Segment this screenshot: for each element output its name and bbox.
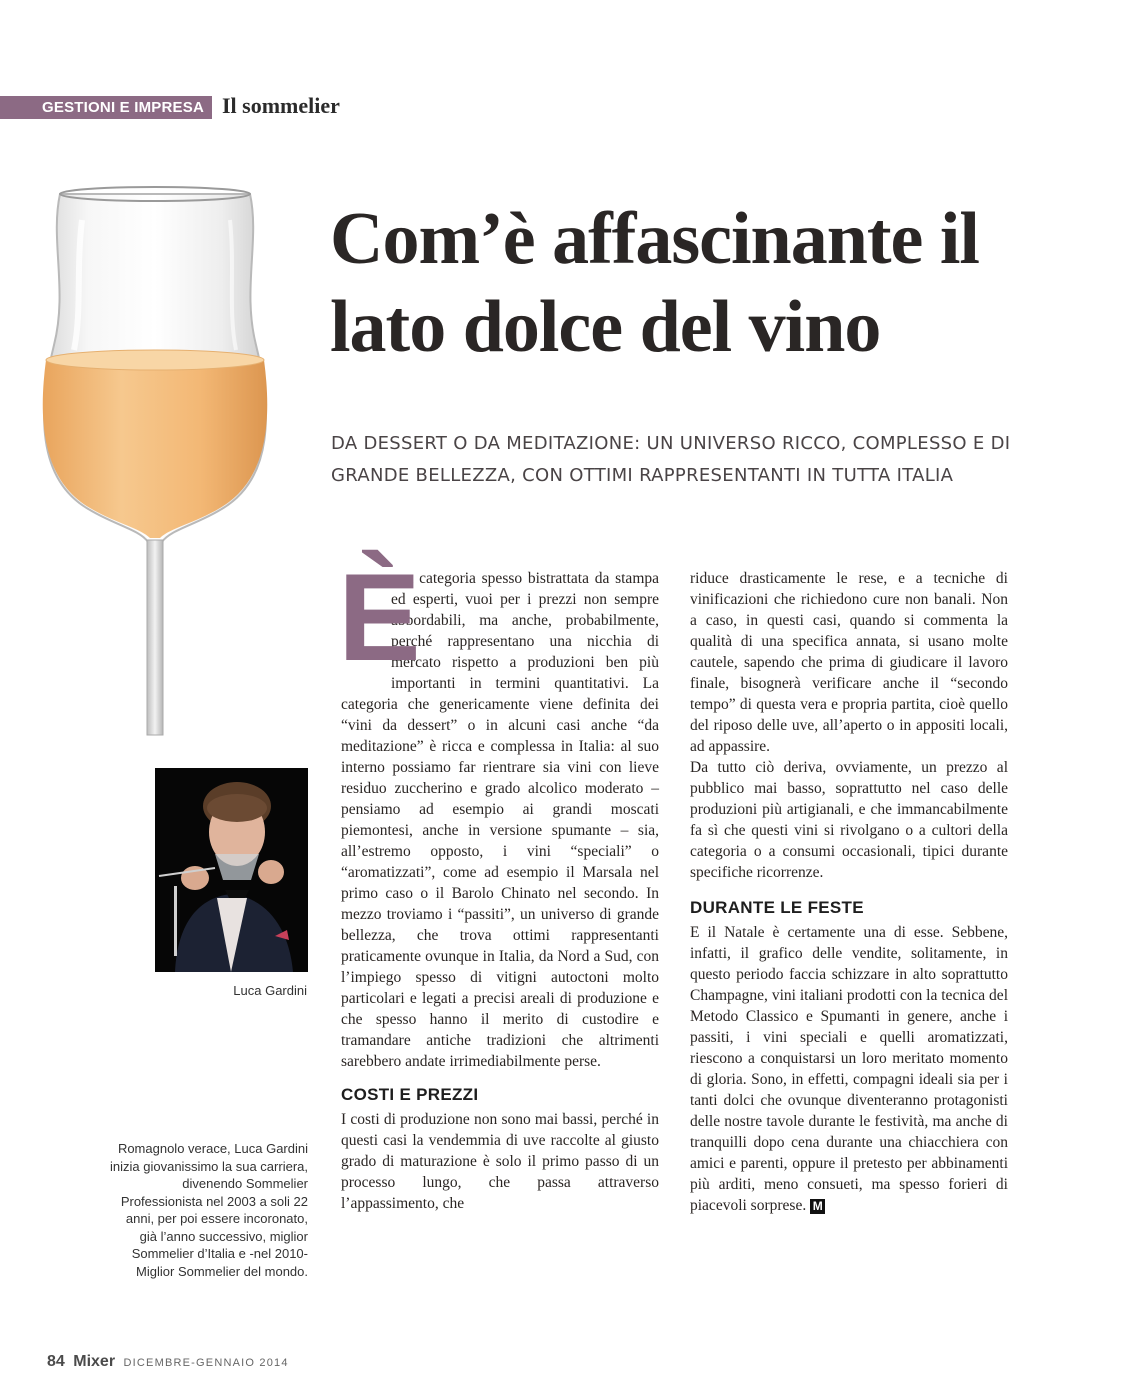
issue-date: DICEMBRE-GENNAIO 2014 [123, 1357, 289, 1369]
costs-paragraph: I costi di produzione non sono mai bassi, perché in questi casi la vendemmia di uve raccolte al giusto grado di maturazione è solo il primo passo di un processo lungo, che passa attraverso l’appassimento, che [341, 1111, 659, 1212]
end-mark-icon: M [810, 1199, 825, 1214]
photo-caption: Luca Gardini [233, 983, 307, 998]
wine-glass-image [30, 180, 280, 740]
section-label: GESTIONI E IMPRESA [0, 96, 212, 119]
portrait-photo [155, 768, 308, 972]
article-title: Com’è affascinante il lato dolce del vino [330, 198, 979, 368]
magazine-name: Mixer [73, 1353, 116, 1370]
drop-cap [338, 549, 421, 687]
article-subtitle: DA DESSERT O DA MEDITAZIONE: UN UNIVERSO RICCO, COMPLESSO E DI GRANDE BELLEZZA, CON OTTIMI RAPPRESENTANTI IN TUTTA ITALIA [331, 433, 1011, 486]
author-bio: Romagnolo verace, Luca Gardini inizia giovanissimo la sua carriera, divenendo Sommelier Professionista nel 2003 a soli 22 anni, per poi essere incoronato, già l’anno successivo, miglior Sommelier d’Italia e -nel 2010- Miglior Sommelier del mondo. [110, 1141, 308, 1279]
subhead-feste: DURANTE LE FESTE [690, 898, 864, 917]
subsection-label: Il sommelier [222, 93, 340, 118]
page-number: 84 [47, 1353, 65, 1370]
article-column-1 [338, 549, 659, 1214]
holiday-paragraph [690, 922, 1008, 1216]
article-column-2 [690, 568, 1008, 1216]
page-footer [47, 1353, 289, 1371]
drop-cap-letter: È [338, 549, 421, 687]
subhead-costi: COSTI E PREZZI [341, 1085, 479, 1104]
continued-paragraph: riduce drasticamente le rese, e a tecniche di vinificazioni che richiedono cure non banali. Non a caso, in questi casi, quando si commenta la qualità di una specifica annata, si usano molte cautele, sapendo che prima di giudicare il lavoro finale, bisognerà verificare anche il “secondo tempo” di questa vera e propria partita, cioè quello del riposo delle uve, all’aperto o in appositi locali, ad appassire. [690, 570, 1008, 755]
holiday-text: E il Natale è certamente una di esse. Sebbene, infatti, il grafico delle vendite, solitamente, in questo periodo faccia schizzare in alto soprattutto Champagne, vini italiani prodotti con la tecnica del Metodo Classico e Spumanti in genere, anche i passiti, i vini speciali e quelli aromatizzati, riescono a conquistarsi un loro meritato momento di gloria. Sono, in effetti, compagni ideali sia per i tanti dolci che ovunque diventeranno protagonisti delle nostre tavole durante le festività, ma anche di tranquilli dopo cena durante una chiacchiera con amici e parenti, oppure il pretesto per abbinamenti più arditi, meno consueti, ma spesso forieri di piacevoli sorprese. [690, 924, 1008, 1214]
intro-paragraph: una categoria spesso bistrattata da stampa ed esperti, vuoi per i prezzi non sempre abbordabili, ma anche, probabilmente, perché rappresentano una nicchia di mercato rispetto a produzioni ben più importanti in termini quantitativi. La categoria che genericamente viene definita dei “vini da dessert” o in alcuni casi anche “da meditazione” è ricca e complessa in Italia: al suo interno possiamo far rientrare sia vini con lieve residuo zuccherino e grado alcolico moderato – pensiamo ad esempio ai grandi moscati piemontesi, anche in versione spumante – sia, all’estremo opposto, i vini “speciali” o “aromatizzati”, come ad esempio il Marsala nel primo caso o il Barolo Chinato nel secondo. In mezzo troviamo i “passiti”, un universo di grande bellezza, che trova ottimi rappresentanti praticamente ovunque in Italia, da Nord a Sud, con l’impiego spesso di vitigni autoctoni molto particolari e legati a precisi areali di produzione e che spesso hanno il merito di custodire e tramandare antiche tradizioni che altrimenti sarebbero andate irrimediabilmente perse. [341, 570, 659, 1070]
price-paragraph: Da tutto ciò deriva, ovviamente, un prezzo al pubblico mai basso, soprattutto nel caso delle produzioni più artigianali, e che immancabilmente fa sì che questi vini si rivolgano o a cultori della categoria o a consumi occasionali, tipici durante specifiche ricorrenze. [690, 759, 1008, 881]
